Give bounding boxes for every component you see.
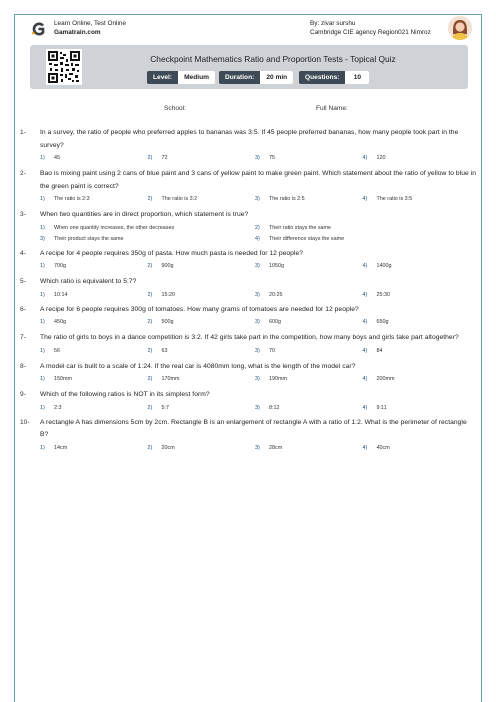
option-number: 1) <box>40 319 45 325</box>
answer-options <box>40 194 476 205</box>
question-number: 3- <box>20 211 26 218</box>
meta-duration <box>219 71 293 84</box>
option-text: 600g <box>269 319 281 325</box>
option-number: 4) <box>362 155 368 161</box>
option-text: 1050g <box>269 263 284 269</box>
author-name: By: zivar surshu <box>310 20 356 27</box>
answer-options <box>40 374 476 385</box>
meta-level <box>147 71 215 84</box>
answer-option[interactable] <box>255 223 470 234</box>
option-text: 63 <box>161 347 168 354</box>
qr-code-icon[interactable] <box>46 49 82 85</box>
answer-option[interactable] <box>40 443 148 454</box>
meta-questions <box>299 71 369 84</box>
option-number: 3) <box>255 196 260 202</box>
option-number: 3) <box>255 376 260 382</box>
option-text: 25:30 <box>376 291 390 298</box>
option-text: The ratio is 2:5 <box>269 196 305 202</box>
meta-level-label: Level: <box>147 71 178 84</box>
option-number: 4) <box>362 319 368 325</box>
answer-option[interactable] <box>255 443 363 454</box>
option-text: 1400g <box>376 263 392 269</box>
option-text: 45 <box>54 155 60 161</box>
answer-option[interactable] <box>40 261 148 272</box>
question-item <box>20 361 476 386</box>
option-number: 4) <box>362 291 368 298</box>
answer-option[interactable] <box>255 374 363 385</box>
question-item <box>20 248 476 273</box>
gamatrain-logo[interactable] <box>30 22 46 36</box>
question-item <box>20 304 476 329</box>
answer-options <box>40 223 476 245</box>
option-text: Their product stays the same <box>54 235 124 242</box>
option-text: The ratio is 2:3 <box>54 196 90 202</box>
answer-option[interactable] <box>40 346 148 357</box>
option-text: 9:11 <box>376 404 387 411</box>
answer-option[interactable] <box>255 346 363 357</box>
option-number: 3) <box>255 263 260 269</box>
answer-option[interactable] <box>363 346 471 357</box>
option-text: 40cm <box>376 444 390 451</box>
meta-duration-label: Duration: <box>219 71 260 84</box>
option-text: 10:14 <box>54 291 68 298</box>
option-text: Their ratio stays the same <box>269 224 332 231</box>
question-text: A recipe for 6 people requires 300g of tomatoes. How many grams of tomatoes are needed for 12 people? <box>40 305 359 313</box>
answer-option[interactable] <box>363 153 471 164</box>
question-number: 1- <box>20 129 26 136</box>
option-number: 2) <box>147 291 153 298</box>
answer-option[interactable] <box>255 290 363 301</box>
option-text: 20:25 <box>269 291 283 298</box>
site-name-link[interactable]: Gamatrain.com <box>54 28 101 36</box>
option-number: 4) <box>362 263 368 269</box>
option-text: When one quantity increases, the other decreases <box>54 224 175 231</box>
question-number: 4- <box>20 249 26 257</box>
option-number: 1) <box>40 347 45 354</box>
option-number: 2) <box>255 224 260 231</box>
option-text: 15:20 <box>161 291 175 298</box>
option-number: 2) <box>147 196 153 202</box>
question-text: When two quantities are in direct proportion, which statement is true? <box>40 211 249 218</box>
option-number: 3) <box>40 235 45 242</box>
answer-option[interactable] <box>255 234 470 245</box>
option-number: 3) <box>255 444 260 451</box>
option-text: 20cm <box>161 444 175 451</box>
option-number: 3) <box>255 404 260 411</box>
answer-option[interactable] <box>363 443 471 454</box>
full-name-field-label: Full Name: <box>316 105 348 112</box>
answer-options <box>40 261 476 272</box>
option-text: The ratio is 3:5 <box>376 196 413 202</box>
quiz-title: Checkpoint Mathematics Ratio and Proportion Tests - Topical Quiz <box>150 54 396 64</box>
answer-option[interactable] <box>40 374 148 385</box>
option-number: 4) <box>362 347 368 354</box>
option-number: 2) <box>147 319 153 325</box>
option-text: 72 <box>161 155 168 161</box>
author-avatar <box>448 16 472 40</box>
answer-option[interactable] <box>148 443 256 454</box>
question-item <box>20 332 476 357</box>
option-text: 5:7 <box>161 404 169 411</box>
option-text: 450g <box>54 319 66 325</box>
question-number: 7- <box>20 334 26 341</box>
answer-option[interactable] <box>40 194 148 205</box>
option-number: 1) <box>40 263 45 269</box>
option-number: 3) <box>255 155 260 161</box>
answer-options <box>40 290 476 301</box>
question-text: A recipe for 4 people requires 350g of pasta. How much pasta is needed for 12 people? <box>40 249 304 257</box>
author-info <box>310 20 438 37</box>
meta-questions-label: Questions: <box>299 71 345 84</box>
option-number: 1) <box>40 196 45 202</box>
option-number: 1) <box>40 404 45 411</box>
option-text: 500g <box>161 319 174 325</box>
option-text: 2:3 <box>54 404 62 411</box>
question-number: 2- <box>20 170 26 177</box>
answer-option[interactable] <box>255 403 363 414</box>
question-list <box>20 127 476 458</box>
school-field-label: School: <box>164 105 186 112</box>
answer-options <box>40 443 476 454</box>
option-text: 56 <box>54 347 60 354</box>
option-number: 4) <box>362 196 368 202</box>
answer-option[interactable] <box>40 317 148 328</box>
option-number: 2) <box>147 444 153 451</box>
option-text: 200mm <box>376 376 395 382</box>
option-text: 170mm <box>161 376 180 382</box>
answer-option[interactable] <box>255 261 363 272</box>
question-item <box>20 127 476 164</box>
option-text: The ratio is 3:2 <box>161 196 198 202</box>
answer-option[interactable] <box>255 194 363 205</box>
answer-option[interactable] <box>148 194 256 205</box>
answer-option[interactable] <box>148 346 256 357</box>
option-number: 2) <box>147 155 153 161</box>
meta-duration-value: 20 min <box>260 71 293 84</box>
answer-option[interactable] <box>148 374 256 385</box>
answer-option[interactable] <box>363 261 471 272</box>
site-header <box>30 18 472 44</box>
option-text: 75 <box>269 155 275 161</box>
option-text: 650g <box>376 319 389 325</box>
answer-option[interactable] <box>363 403 471 414</box>
option-text: 700g <box>54 263 66 269</box>
option-number: 4) <box>362 376 368 382</box>
question-number: 6- <box>20 305 26 313</box>
answer-option[interactable] <box>148 261 256 272</box>
option-number: 2) <box>147 376 153 382</box>
option-number: 4) <box>362 404 368 411</box>
option-text: 8:12 <box>269 404 280 411</box>
answer-option[interactable] <box>40 403 148 414</box>
author-affiliation: Cambridge CIE agency Region021 Nimroz <box>310 28 431 36</box>
option-number: 3) <box>255 347 260 354</box>
answer-option[interactable] <box>148 290 256 301</box>
question-number: 5- <box>20 278 26 285</box>
answer-option[interactable] <box>363 290 471 301</box>
question-text: A rectangle A has dimensions 5cm by 2cm. Rectangle B is an enlargement of rectangle A with a ratio of 1:2. What is the perimeter of rectangle B? <box>40 418 467 438</box>
answer-options <box>40 403 476 414</box>
question-text: Which of the following ratios is NOT in its simplest form? <box>40 391 210 398</box>
option-number: 2) <box>147 263 153 269</box>
site-slogan: Learn Online, Test Online <box>54 20 126 27</box>
option-number: 1) <box>40 444 45 451</box>
question-text: Which ratio is equivalent to 5:7? <box>40 278 137 285</box>
answer-option[interactable] <box>40 290 148 301</box>
option-number: 3) <box>255 319 260 325</box>
option-text: 900g <box>161 263 174 269</box>
answer-options <box>40 317 476 328</box>
question-text: Bao is mixing paint using 2 cans of blue paint and 3 cans of yellow paint to make green paint. Which statement about the ratio of yellow to blue in the green paint is correct? <box>40 170 476 190</box>
answer-option[interactable] <box>363 194 471 205</box>
answer-option[interactable] <box>40 234 255 245</box>
answer-options <box>40 346 476 357</box>
option-text: 120 <box>376 155 386 161</box>
answer-option[interactable] <box>40 223 255 234</box>
option-text: 84 <box>376 347 383 354</box>
question-number: 8- <box>20 362 26 370</box>
option-text: Their difference stays the same <box>269 235 345 242</box>
question-text: A model car is built to a scale of 1:24. If the real car is 4080mm long, what is the length of the model car? <box>40 362 356 370</box>
question-item <box>20 168 476 205</box>
answer-option[interactable] <box>148 403 256 414</box>
option-number: 1) <box>40 376 45 382</box>
answer-option[interactable] <box>148 317 256 328</box>
question-number: 9- <box>20 391 26 398</box>
question-number: 10- <box>20 418 30 426</box>
meta-level-value: Medium <box>178 71 215 84</box>
option-number: 4) <box>255 235 260 242</box>
option-number: 1) <box>40 155 45 161</box>
answer-option[interactable] <box>255 153 363 164</box>
question-text: The ratio of girls to boys in a dance competition is 3:2. If 42 girls take part in the competition, how many boys and girls take part altogether? <box>40 334 459 341</box>
answer-option[interactable] <box>363 374 471 385</box>
option-text: 14cm <box>54 444 68 451</box>
option-number: 2) <box>147 404 153 411</box>
option-text: 70 <box>269 347 275 354</box>
option-number: 4) <box>362 444 368 451</box>
question-item <box>20 209 476 245</box>
question-item <box>20 389 476 414</box>
quiz-banner <box>30 45 468 89</box>
meta-questions-value: 10 <box>345 71 369 84</box>
answer-options <box>40 153 476 164</box>
question-text: In a survey, the ratio of people who preferred apples to bananas was 3:5. If 45 people preferred bananas, how many people took part in the survey? <box>40 129 459 149</box>
site-info <box>54 20 126 37</box>
option-text: 28cm <box>269 444 283 451</box>
answer-option[interactable] <box>148 153 256 164</box>
option-number: 3) <box>255 291 260 298</box>
answer-option[interactable] <box>255 317 363 328</box>
answer-option[interactable] <box>363 317 471 328</box>
question-item <box>20 276 476 301</box>
option-text: 190mm <box>269 376 287 382</box>
option-number: 2) <box>147 347 153 354</box>
option-number: 1) <box>40 224 45 231</box>
option-number: 1) <box>40 291 45 298</box>
question-item <box>20 417 476 454</box>
option-text: 150mm <box>54 376 72 382</box>
answer-option[interactable] <box>40 153 148 164</box>
